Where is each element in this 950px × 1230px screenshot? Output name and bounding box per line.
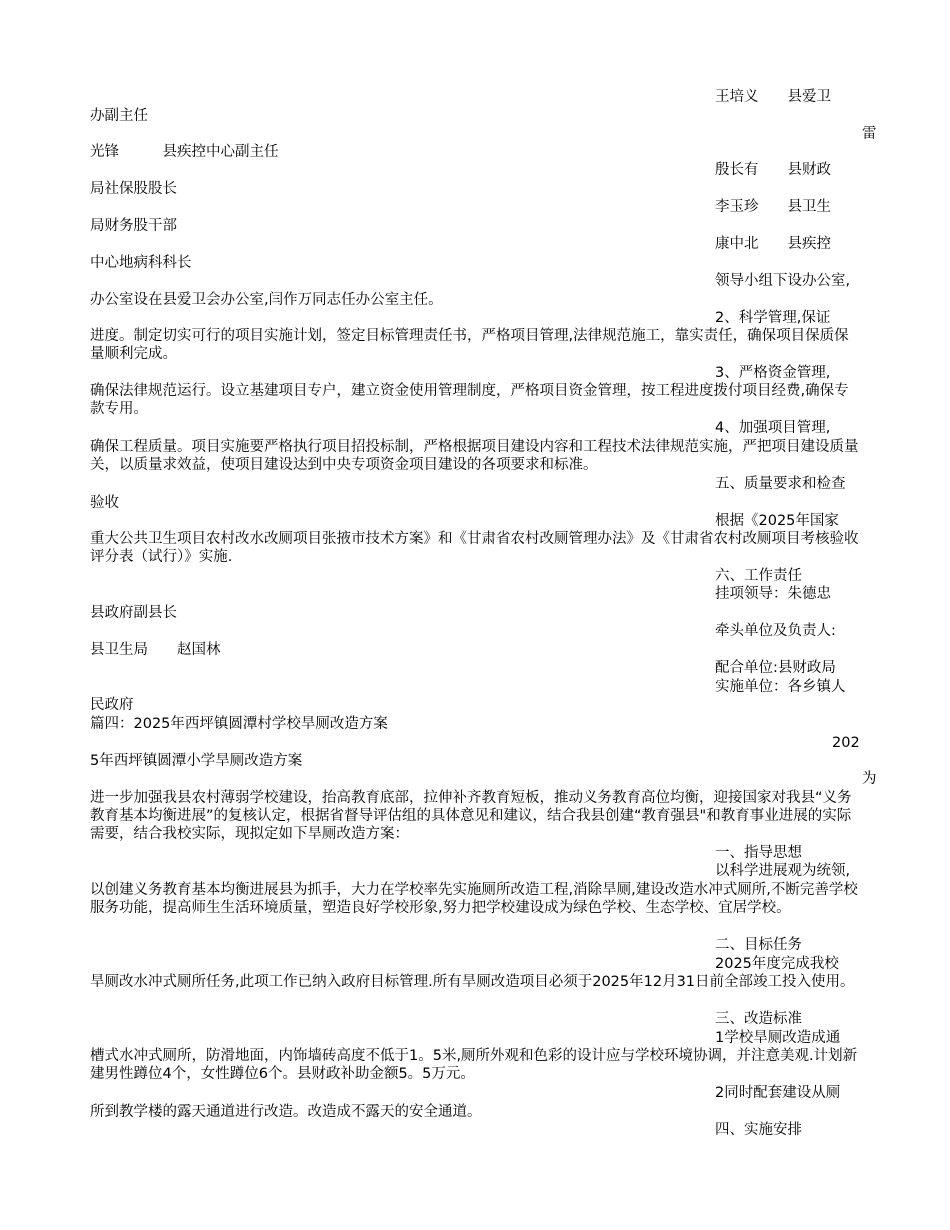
text-line: 雷	[862, 126, 877, 142]
text-line: 光锋 县疾控中心副主任	[90, 144, 279, 160]
text-line: 篇四：2025年西坪镇圆潭村学校旱厕改造方案	[90, 716, 388, 732]
text-line: 进度。制定切实可行的项目实施计划，签定目标管理责任书，严格项目管理,法律规范施工，靠实责任，确保项目保质保量顺利完成。	[90, 328, 849, 362]
text-line: 槽式水冲式厕所，防滑地面，内饰墙砖高度不低于1。5米,厕所外观和色彩的设计应与学校环境协调，并注意美观.计划新建男性蹲位4个，女性蹲位6个。县财政补助金额5。5万元。	[90, 1048, 858, 1082]
text-line: 2同时配套建设从厕	[715, 1085, 841, 1101]
text-line: 中心地病科科长	[90, 255, 192, 271]
text-line: 王培义 县爱卫	[715, 89, 831, 105]
text-line: 四、实施安排	[715, 1122, 802, 1138]
text-line: 局财务股干部	[90, 218, 177, 234]
text-line: 重大公共卫生项目农村改水改厕项目张掖市技术方案》和《甘肃省农村改厕管理办法》及《甘肃省农村改厕项目考核验收评分表（试行）》实施.	[90, 531, 859, 565]
text-line: 县卫生局 赵国林	[90, 642, 221, 658]
text-line: 4、加强项目管理,	[715, 420, 831, 436]
text-line: 办公室设在县爱卫会办公室,闫作万同志任办公室主任。	[90, 292, 443, 308]
text-line: 配合单位:县财政局	[715, 660, 836, 676]
text-line: 二、目标任务	[715, 937, 802, 953]
text-line: 领导小组下设办公室,	[715, 273, 851, 289]
text-line: 1学校旱厕改造成通	[715, 1030, 841, 1046]
text-line: 三、改造标准	[715, 1011, 802, 1027]
text-line: 确保工程质量。项目实施要严格执行项目招投标制，严格根据项目建设内容和工程技术法律规范实施，严把项目建设质量关，以质量求效益，使项目建设达到中央专项资金项目建设的各项要求和标准。	[90, 439, 859, 473]
text-line: 挂项领导：朱德忠	[715, 586, 831, 602]
text-line: 县政府副县长	[90, 605, 177, 621]
text-line: 进一步加强我县农村薄弱学校建设，抬高教育底部，拉伸补齐教育短板，推动义务教育高位均衡，迎接国家对我县“义务教育基本均衡进展”的复核认定，根据省督导评估组的具体意见和建议，结合我县创建“教育强县"和教育事业进展的实际需要，结合我校实际，现拟定如下旱厕改造方案：	[90, 790, 852, 842]
text-line: 实施单位：各乡镇人	[715, 679, 846, 695]
text-line: 李玉珍 县卫生	[715, 199, 831, 215]
text-line: 局社保股股长	[90, 181, 177, 197]
text-line: 验收	[90, 495, 119, 511]
text-line: 以创建义务教育基本均衡进展县为抓手，大力在学校率先实施厕所改造工程,消除旱厕,建设改造水冲式厕所,不断完善学校服务功能，提高师生生活环境质量，塑造良好学校形象,努力把学校建设成为绿色学校、生态学校、宜居学校。	[90, 882, 858, 916]
text-line: 5年西坪镇圆潭小学旱厕改造方案	[90, 753, 303, 769]
text-line: 确保法律规范运行。设立基建项目专户，建立资金使用管理制度，严格项目资金管理，按工程进度拨付项目经费,确保专款专用。	[90, 383, 849, 417]
text-line: 康中北 县疾控	[715, 236, 831, 252]
text-line: 3、严格资金管理,	[715, 365, 831, 381]
text-line: 民政府	[90, 697, 134, 713]
text-line: 所到教学楼的露天通道进行改造。改造成不露天的安全通道。	[90, 1104, 482, 1120]
text-line: 根据《2025年国家	[715, 513, 839, 529]
text-line: 牵头单位及负责人:	[715, 623, 836, 639]
text-line: 办副主任	[90, 108, 148, 124]
text-line: 六、工作责任	[715, 568, 802, 584]
text-line: 旱厕改水冲式厕所任务,此项工作已纳入政府目标管理.所有旱厕改造项目必须于2025年12月31日前全部竣工投入使用。	[90, 974, 855, 990]
text-line: 一、指导思想	[715, 845, 802, 861]
text-line: 为	[862, 771, 877, 787]
text-line: 2、科学管理,保证	[715, 310, 831, 326]
text-line: 2025年度完成我校	[715, 956, 839, 972]
text-line: 五、质量要求和检查	[715, 476, 846, 492]
text-line: 殷长有 县财政	[715, 162, 831, 178]
text-line: 202	[832, 735, 860, 751]
text-line: 以科学进展观为统领,	[715, 863, 851, 879]
